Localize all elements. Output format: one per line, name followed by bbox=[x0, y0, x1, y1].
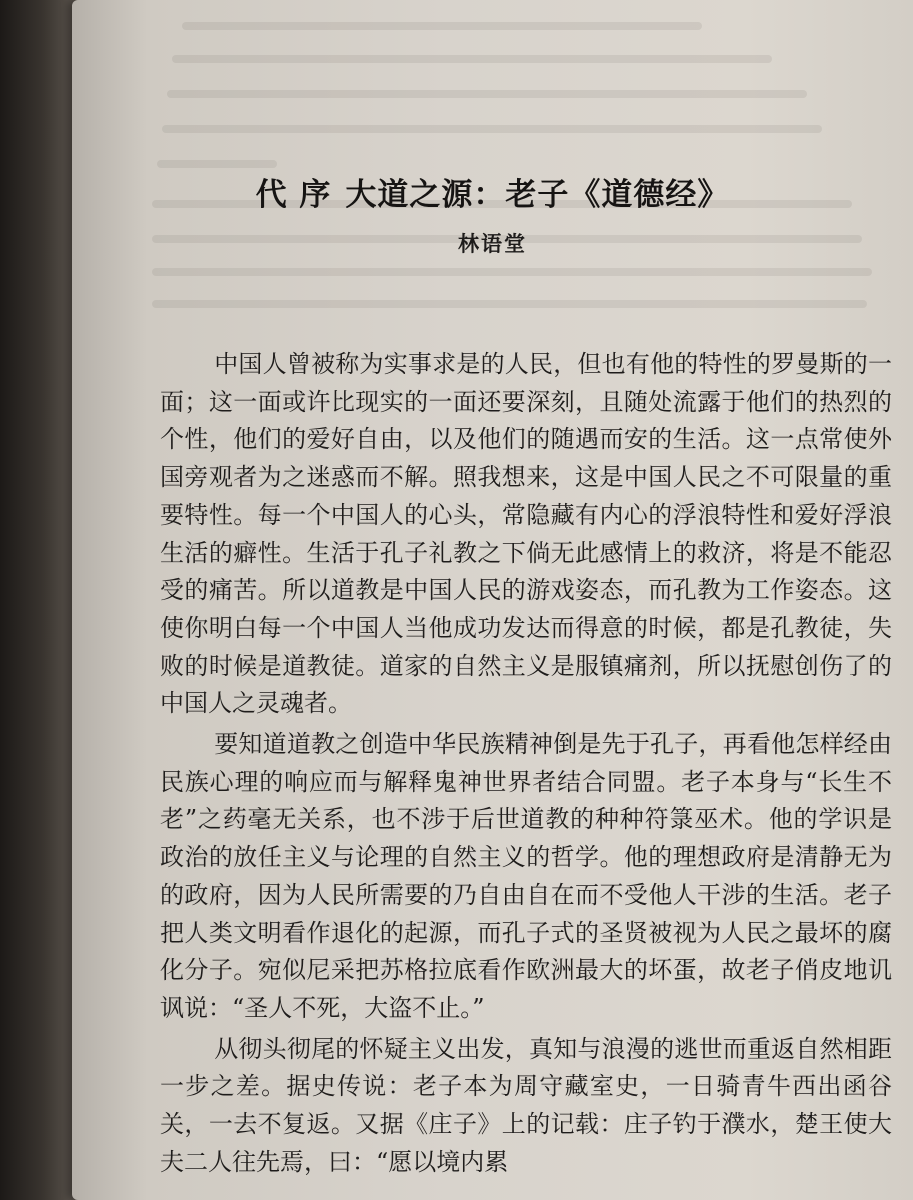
paragraph bbox=[160, 1031, 892, 1182]
paragraph bbox=[160, 726, 892, 1028]
chapter-title bbox=[72, 169, 913, 214]
paragraph-text: 从彻头彻尾的怀疑主义出发，真知与浪漫的逃世而重返自然相距一步之差。据史传说：老子本为周守藏室史，一日骑青牛西出函谷关，一去不复返。又据《庄子》上的记载：庄子钓于濮水，楚王使大夫二人往先焉，曰：“愿以境内累 bbox=[160, 1034, 892, 1176]
paragraph bbox=[160, 346, 892, 723]
book-gutter-shadow bbox=[0, 0, 78, 1200]
book-page bbox=[72, 0, 913, 1200]
paragraph-text: 中国人曾被称为实事求是的人民，但也有他的特性的罗曼斯的一面；这一面或许比现实的一面还要深刻，且随处流露于他们的热烈的个性，他们的爱好自由，以及他们的随遇而安的生活。这一点常使外国旁观者为之迷惑而不解。照我想来，这是中国人民之不可限量的重要特性。每一个中国人的心头，常隐藏有内心的浮浪特性和爱好浮浪生活的癖性。生活于孔子礼教之下倘无此感情上的救济，将是不能忍受的痛苦。所以道教是中国人民的游戏姿态，而孔教为工作姿态。这使你明白每一个中国人当他成功发达而得意的时候，都是孔教徒，失败的时候是道教徒。道家的自然主义是服镇痛剂，所以抚慰创伤了的中国人之灵魂者。 bbox=[160, 350, 892, 718]
chapter-title-prefix: 代 序 bbox=[255, 176, 332, 213]
paragraph-text: 要知道道教之创造中华民族精神倒是先于孔子，再看他怎样经由民族心理的响应而与解释鬼神世界者结合同盟。老子本身与“长生不老”之药毫无关系，也不涉于后世道教的种种符箓巫术。他的学识是政治的放任主义与论理的自然主义的哲学。他的理想政府是清静无为的政府，因为人民所需要的乃自由自在而不受他人干涉的生活。老子把人类文明看作退化的起源，而孔子式的圣贤被视为人民之最坏的腐化分子。宛似尼采把苏格拉底看作欧洲最大的坏蛋，故老子俏皮地讥讽说：“圣人不死，大盗不止。” bbox=[160, 730, 892, 1022]
author-name: 林语堂 bbox=[458, 231, 527, 256]
show-through-text bbox=[112, 0, 892, 330]
body-text bbox=[160, 346, 892, 1181]
chapter-title-main: 大道之源：老子《道德经》 bbox=[345, 176, 730, 213]
